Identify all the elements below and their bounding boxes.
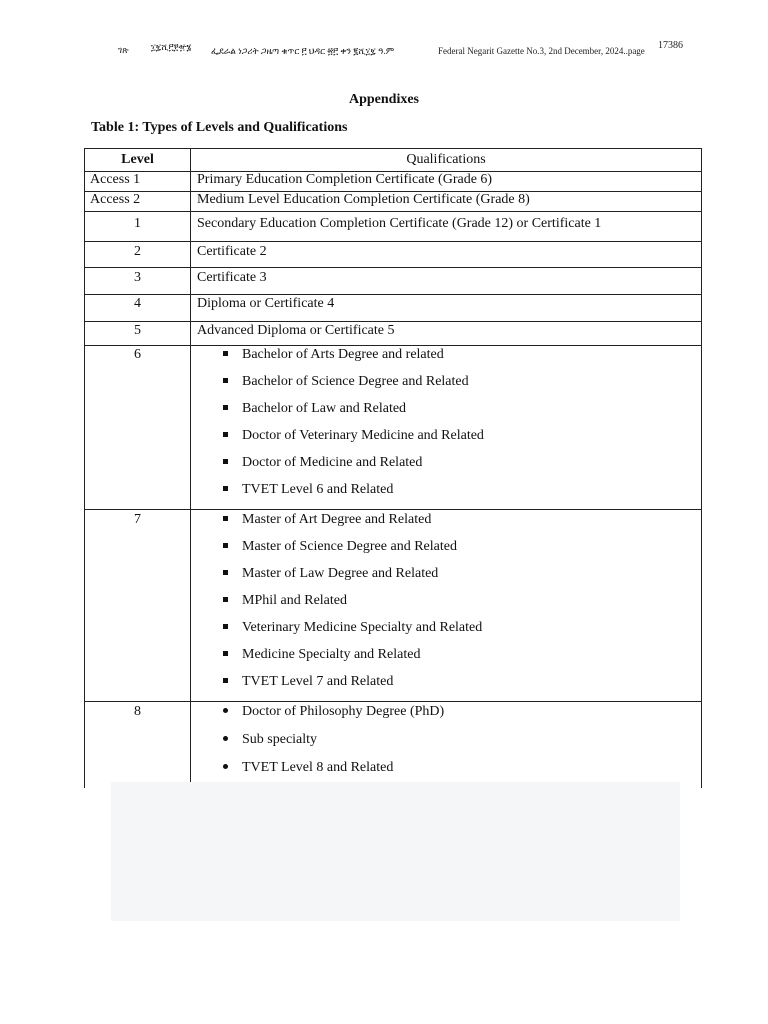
qualifications-column-header: Qualifications	[191, 149, 702, 172]
square-bullet-icon	[220, 620, 230, 636]
level-cell: 7	[85, 510, 191, 702]
qualification-cell: Advanced Diploma or Certificate 5	[191, 322, 702, 346]
list-item: Bachelor of Science Degree and Related	[191, 374, 701, 401]
table-row	[85, 346, 702, 510]
qualification-list-cell	[191, 510, 702, 702]
square-bullet-icon	[220, 347, 230, 363]
table-caption: Table 1: Types of Levels and Qualifications	[91, 120, 348, 135]
qualification-list-cell	[191, 702, 702, 789]
round-bullet-icon	[220, 760, 230, 776]
qualification-cell: Certificate 3	[191, 268, 702, 295]
list-item: MPhil and Related	[191, 593, 701, 620]
list-item: Doctor of Medicine and Related	[191, 455, 701, 482]
square-bullet-icon	[220, 428, 230, 444]
table-row	[85, 242, 702, 268]
table-row	[85, 702, 702, 789]
list-item: TVET Level 6 and Related	[191, 482, 701, 509]
square-bullet-icon	[220, 374, 230, 390]
levels-qualifications-table	[84, 148, 702, 788]
level-cell: Access 2	[85, 192, 191, 212]
square-bullet-icon	[220, 482, 230, 498]
list-item: Sub specialty	[191, 732, 701, 760]
qualification-cell: Secondary Education Completion Certificate (Grade 12) or Certificate 1	[191, 212, 702, 242]
header-gazette-title: Federal Negarit Gazette No.3, 2nd December, 2024..page	[438, 46, 645, 56]
qualification-cell: Primary Education Completion Certificate (Grade 6)	[191, 172, 702, 192]
level-cell: 3	[85, 268, 191, 295]
list-item: Medicine Specialty and Related	[191, 647, 701, 674]
qualification-cell: Certificate 2	[191, 242, 702, 268]
header-page-number: 17386	[658, 40, 683, 51]
table-row	[85, 192, 702, 212]
level-cell: Access 1	[85, 172, 191, 192]
page-title: Appendixes	[348, 92, 420, 107]
list-item: Doctor of Philosophy Degree (PhD)	[191, 704, 701, 732]
level-cell: 1	[85, 212, 191, 242]
square-bullet-icon	[220, 512, 230, 528]
qualification-list-cell	[191, 346, 702, 510]
list-item: Doctor of Veterinary Medicine and Related	[191, 428, 701, 455]
table-row	[85, 172, 702, 192]
qualification-cell: Diploma or Certificate 4	[191, 295, 702, 322]
level-cell: 8	[85, 702, 191, 789]
list-item: Master of Science Degree and Related	[191, 539, 701, 566]
table-row	[85, 322, 702, 346]
level-cell: 6	[85, 346, 191, 510]
header-amharic-gazette: ፌደራል ነጋሪት ጋዜጣ ቁጥር ፫ ህዳር ፳፫ ቀን ፪ሺ፲፯ ዓ.ም	[211, 46, 395, 56]
square-bullet-icon	[220, 401, 230, 417]
qualification-list	[191, 512, 701, 701]
list-item: Master of Law Degree and Related	[191, 566, 701, 593]
square-bullet-icon	[220, 539, 230, 555]
table-row	[85, 268, 702, 295]
blank-cover-panel	[111, 782, 680, 921]
header-amharic-number: ፲፯ሺ፫፻፹፮	[151, 42, 192, 52]
round-bullet-icon	[220, 732, 230, 748]
qualification-cell: Medium Level Education Completion Certificate (Grade 8)	[191, 192, 702, 212]
table-row	[85, 510, 702, 702]
header-left-code: ገጽ	[118, 45, 129, 55]
table-row	[85, 212, 702, 242]
list-item: Master of Art Degree and Related	[191, 512, 701, 539]
level-cell: 4	[85, 295, 191, 322]
list-item: Veterinary Medicine Specialty and Related	[191, 620, 701, 647]
square-bullet-icon	[220, 647, 230, 663]
square-bullet-icon	[220, 455, 230, 471]
square-bullet-icon	[220, 566, 230, 582]
list-item: Bachelor of Law and Related	[191, 401, 701, 428]
table-header-row	[85, 149, 702, 172]
list-item: Bachelor of Arts Degree and related	[191, 347, 701, 374]
table-row	[85, 295, 702, 322]
qualification-list	[191, 704, 701, 788]
square-bullet-icon	[220, 593, 230, 609]
level-cell: 2	[85, 242, 191, 268]
square-bullet-icon	[220, 674, 230, 690]
list-item: TVET Level 8 and Related	[191, 760, 701, 788]
list-item: TVET Level 7 and Related	[191, 674, 701, 701]
level-cell: 5	[85, 322, 191, 346]
level-column-header: Level	[85, 149, 191, 172]
round-bullet-icon	[220, 704, 230, 720]
page-header	[118, 40, 688, 60]
qualification-list	[191, 347, 701, 509]
